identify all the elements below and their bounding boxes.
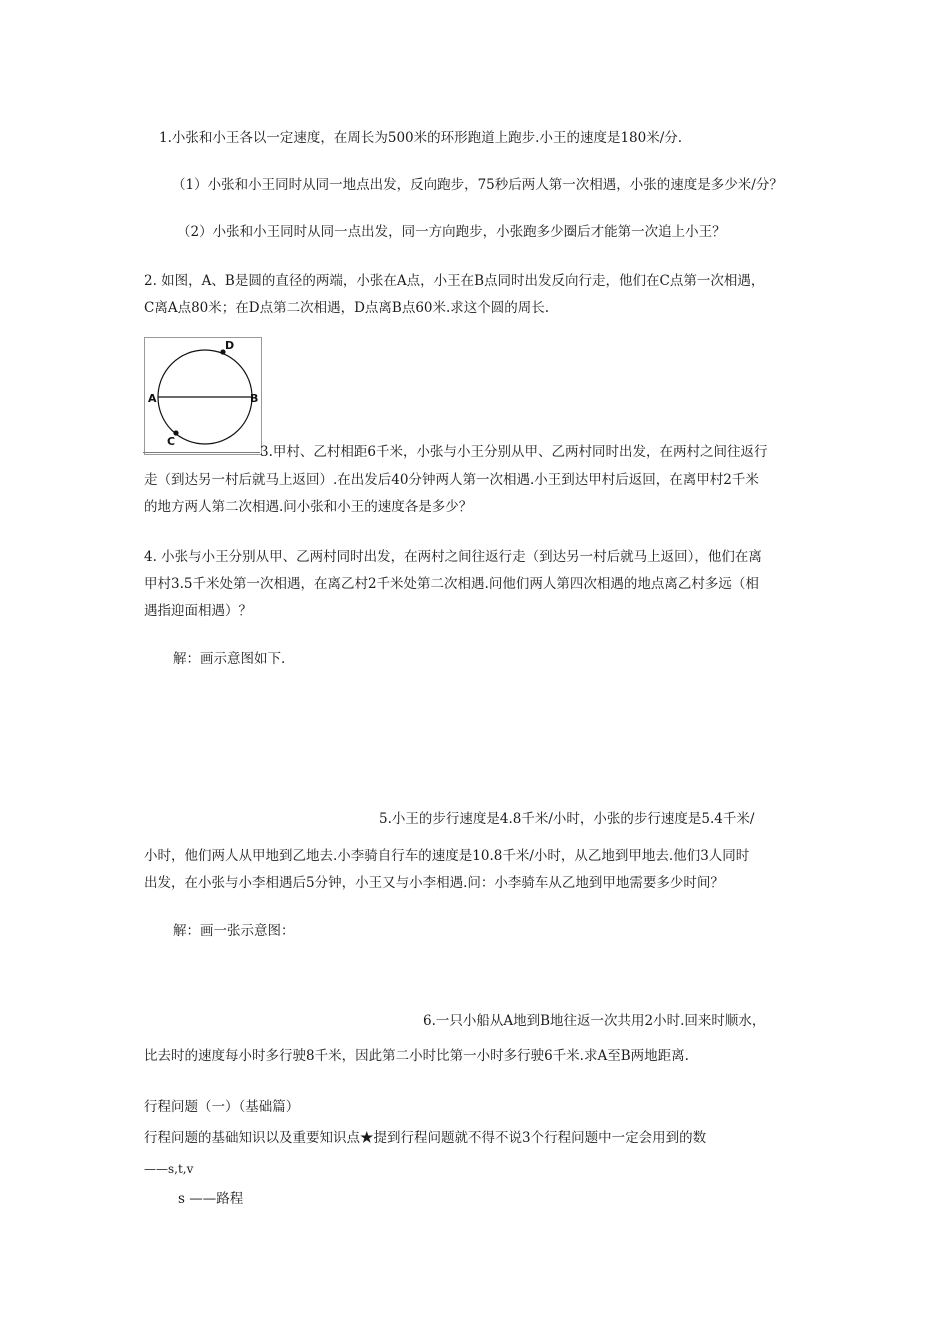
label-c: C xyxy=(167,435,176,448)
q6-line2: 比去时的速度每小时多行驶8千米，因此第二小时比第一小时多行驶6千米.求A至B两地距离. xyxy=(144,1048,689,1064)
label-a: A xyxy=(148,392,157,405)
label-d: D xyxy=(225,339,235,352)
q4-line2: 甲村3.5千米处第一次相遇，在离乙村2千米处第二次相遇.问他们两人第四次相遇的地点离乙村多远（相 xyxy=(144,576,759,592)
circle-figure xyxy=(144,337,262,455)
q5-line2: 小时，他们两人从甲地到乙地去.小李骑自行车的速度是10.8千米/小时，从乙地到甲地去.他们3人同时 xyxy=(144,848,750,864)
circle-diagram xyxy=(145,338,261,454)
q1-sub1: （1）小张和小王同时从同一地点出发，反向跑步，75秒后两人第一次相遇，小张的速度是多少米/分？ xyxy=(172,177,783,193)
q6-line1: 6.一只小船从A地到B地往返一次共用2小时.回来时顺水， xyxy=(423,1013,766,1029)
section-intro: 行程问题的基础知识以及重要知识点★提到行程问题就不得不说3个行程问题中一定会用到的数 xyxy=(144,1130,707,1146)
q5-line1: 5.小王的步行速度是4.8千米/小时，小张的步行速度是5.4千米/ xyxy=(379,811,755,827)
section-vars: ——s,t,v xyxy=(144,1162,194,1176)
section-title: 行程问题（一）（基础篇） xyxy=(144,1099,300,1115)
label-b: B xyxy=(250,392,259,405)
q1-sub2: （2）小张和小王同时从同一点出发，同一方向跑步，小张跑多少圈后才能第一次追上小王？ xyxy=(177,224,726,240)
q4-solution: 解：画示意图如下. xyxy=(173,651,286,667)
figure-underline xyxy=(143,452,260,453)
q3-line3: 的地方两人第二次相遇.问小张和小王的速度各是多少？ xyxy=(144,499,473,515)
q5-solution: 解：画一张示意图： xyxy=(173,923,295,939)
q4-line1: 4. 小张与小王分别从甲、乙两村同时出发，在两村之间往返行走（到达另一村后就马上返回），他们在离 xyxy=(144,549,762,565)
q1-main: 1.小张和小王各以一定速度，在周长为500米的环形跑道上跑步.小王的速度是180米/分. xyxy=(159,130,683,146)
q4-line3: 遇指迎面相遇）？ xyxy=(144,603,252,619)
q2-line2: C离A点80米；在D点第二次相遇，D点离B点60米.求这个圆的周长. xyxy=(144,300,550,316)
q2-line1: 2. 如图，A、B是圆的直径的两端，小张在A点，小王在B点同时出发反向行走，他们在C点第一次相遇， xyxy=(144,273,765,289)
q5-line3: 出发，在小张与小李相遇后5分钟，小王又与小李相遇.问：小李骑车从乙地到甲地需要多少时间？ xyxy=(144,875,724,891)
q3-line2: 走（到达另一村后就马上返回）.在出发后40分钟两人第一次相遇.小王到达甲村后返回，在离甲村2千米 xyxy=(144,472,759,488)
section-s-definition: s ——路程 xyxy=(178,1191,244,1207)
q3-line1: 3.甲村、乙村相距6千米，小张与小王分别从甲、乙两村同时出发，在两村之间往返行 xyxy=(260,444,768,460)
